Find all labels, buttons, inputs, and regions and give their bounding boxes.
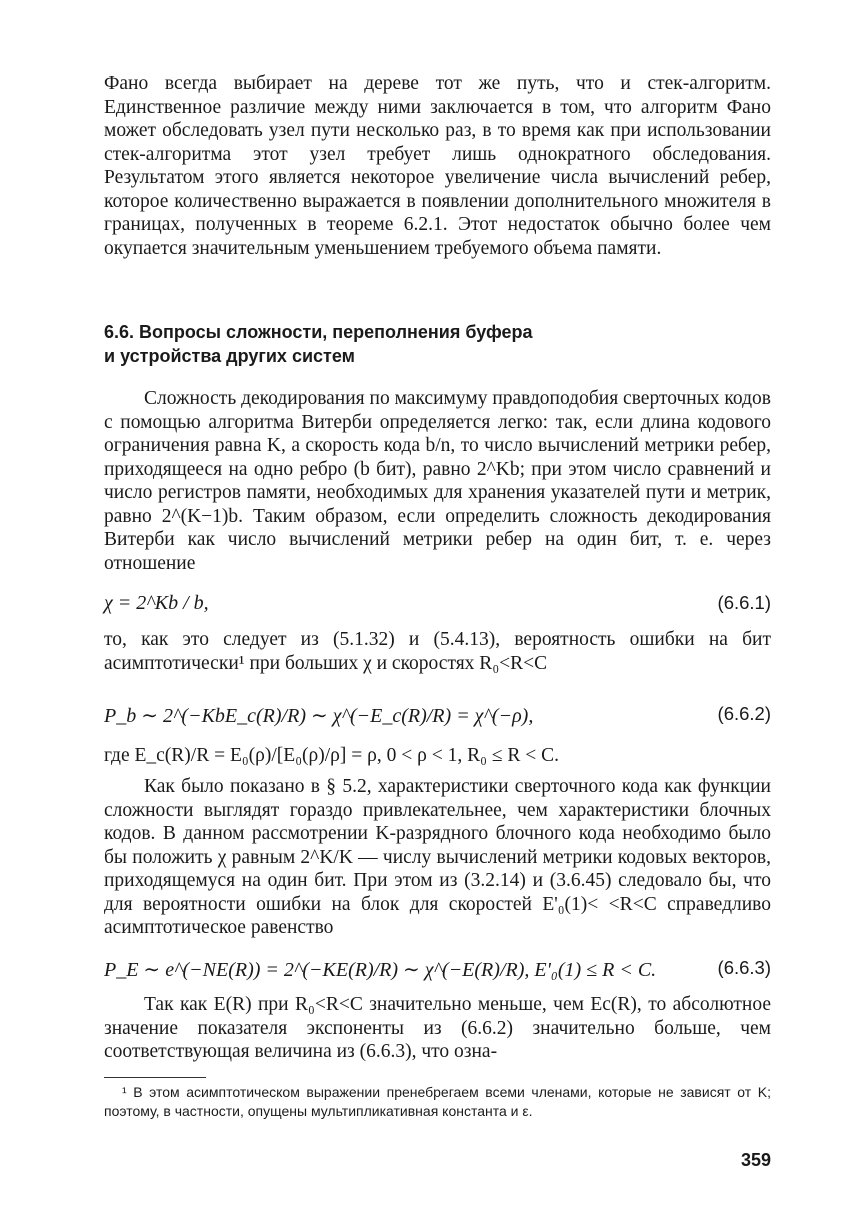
footnote: ¹ В этом асимптотическом выражении пренебрегаем всеми членами, которые не зависят от K; поэтому, в частности, опущены мультипликативная константа и ε. (104, 1084, 771, 1119)
paragraph-block-codes: Как было показано в § 5.2, характеристики сверточного кода как функции сложности выглядят гораздо привлекательнее, чем характеристики блочных кодов. В данном рассмотрении K-разрядного блочного кода необходимо было бы положить χ равным 2^K/K — числу вычислений метрики кодовых векторов, приходящемуся на один бит. При этом из (3.2.14) и (3.6.45) следовало бы, что для вероятности ошибки на блок для скоростей E'₀(1)< <R<C справедливо асимптотическое равенство (104, 776, 771, 938)
section-heading-line2: и устройства других систем (104, 346, 355, 366)
equation-formula: P_b ∼ 2^(−KbE_c(R)/R) ∼ χ^(−E_c(R)/R) = χ^(−ρ), (104, 705, 534, 727)
page-number: 359 (740, 1150, 771, 1170)
equation-number: (6.6.1) (717, 592, 771, 613)
equation-6-6-1 (104, 592, 771, 622)
section-heading (104, 320, 704, 368)
equation-formula: P_E ∼ e^(−NE(R)) = 2^(−KE(R)/R) ∼ χ^(−E(R)/R), E'₀(1) ≤ R < C. (104, 959, 657, 981)
equation-number: (6.6.3) (717, 957, 771, 978)
footnote-divider (104, 1077, 206, 1078)
equation-6-6-3 (104, 957, 771, 987)
paragraph-comparison: Так как E(R) при R₀<R<C значительно меньше, чем Ec(R), то абсолютное значение показателя экспоненты из (6.6.2) значительно больше, чем соответствующая величина из (6.6.3), что озна- (104, 994, 771, 1062)
section-heading-line1: 6.6. Вопросы сложности, переполнения буфера (104, 322, 533, 342)
paragraph-complexity: Сложность декодирования по максимуму правдоподобия сверточных кодов с помощью алгоритма Витерби определяется легко: так, если длина кодового ограничения равна K, а скорость кода b/n, то число вычислений метрики ребер, приходящееся на одно ребро (b бит), равно 2^Kb; при этом число сравнений и число регистров памяти, необходимых для хранения указателей пути и метрик, равно 2^(K−1)b. Таким образом, если определить сложность декодирования Витерби как число вычислений метрики ребер на один бит, т. е. через отношение (104, 388, 771, 574)
paragraph-error-prob: то, как это следует из (5.1.32) и (5.4.13), вероятность ошибки на бит асимптотически¹ при больших χ и скоростях R₀<R<C (104, 629, 771, 674)
where-clause: где E_c(R)/R = E₀(ρ)/[E₀(ρ)/ρ] = ρ, 0 < ρ < 1, R₀ ≤ R < C. (104, 745, 559, 766)
equation-number: (6.6.2) (717, 703, 771, 724)
equation-6-6-2 (104, 703, 771, 733)
paragraph-intro: Фано всегда выбирает на дереве тот же путь, что и стек-алгоритм. Единственное различие между ними заключается в том, что алгоритм Фано может обследовать узел пути несколько раз, в то время как при использовании стек-алгоритма этот узел требует лишь однократного обследования. Результатом этого является некоторое увеличение числа вычислений ребер, которое количественно выражается в появлении дополнительного множителя в границах, полученных в теореме 6.2.1. Этот недостаток обычно более чем окупается значительным уменьшением требуемого объема памяти. (104, 73, 771, 259)
equation-formula: χ = 2^Kb / b, (104, 592, 209, 614)
